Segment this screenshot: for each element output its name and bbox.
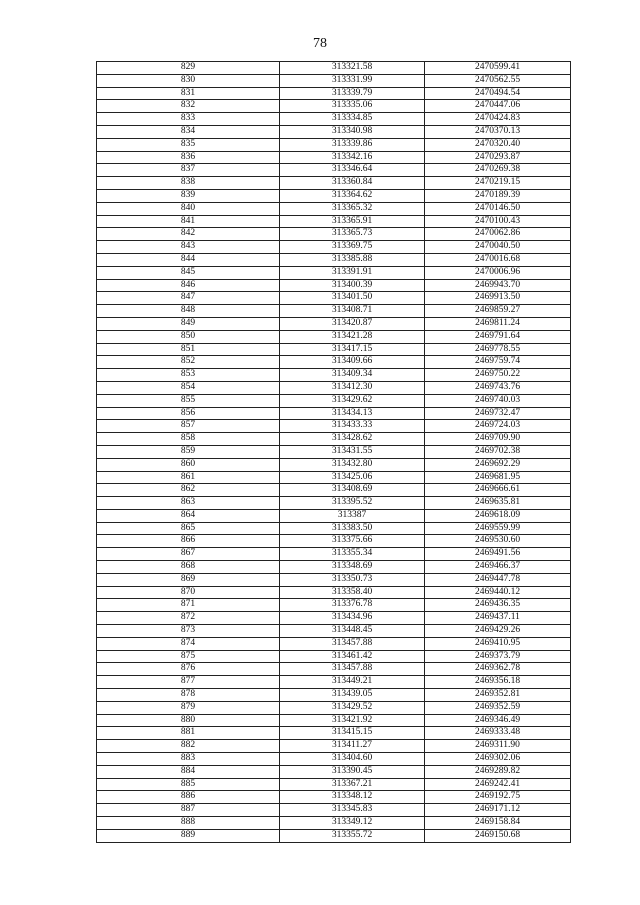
table-row — [97, 369, 571, 382]
y-coordinate-cell: 2469750.22 — [425, 369, 571, 382]
table-row — [97, 522, 571, 535]
table-row — [97, 177, 571, 190]
table-row — [97, 561, 571, 574]
table-row — [97, 164, 571, 177]
point-number-cell: 850 — [97, 330, 280, 343]
y-coordinate-cell: 2469943.70 — [425, 279, 571, 292]
page-number: 78 — [313, 36, 327, 51]
y-coordinate-cell: 2469440.12 — [425, 586, 571, 599]
y-coordinate-cell: 2469436.35 — [425, 599, 571, 612]
table-row — [97, 714, 571, 727]
x-coordinate-cell: 313434.13 — [280, 407, 425, 420]
table-row — [97, 765, 571, 778]
x-coordinate-cell: 313412.30 — [280, 381, 425, 394]
y-coordinate-cell: 2469447.78 — [425, 573, 571, 586]
table-row — [97, 753, 571, 766]
table-row — [97, 701, 571, 714]
y-coordinate-cell: 2469709.90 — [425, 433, 571, 446]
y-coordinate-cell: 2469362.78 — [425, 663, 571, 676]
coordinates-table — [96, 61, 571, 843]
y-coordinate-cell: 2470494.54 — [425, 87, 571, 100]
table-row — [97, 497, 571, 510]
x-coordinate-cell: 313346.64 — [280, 164, 425, 177]
y-coordinate-cell: 2469692.29 — [425, 458, 571, 471]
x-coordinate-cell: 313321.58 — [280, 62, 425, 75]
point-number-cell: 839 — [97, 189, 280, 202]
x-coordinate-cell: 313420.87 — [280, 317, 425, 330]
point-number-cell: 855 — [97, 394, 280, 407]
x-coordinate-cell: 313355.34 — [280, 548, 425, 561]
x-coordinate-cell: 313433.33 — [280, 420, 425, 433]
y-coordinate-cell: 2469666.61 — [425, 484, 571, 497]
table-row — [97, 241, 571, 254]
point-number-cell: 840 — [97, 202, 280, 215]
point-number-cell: 856 — [97, 407, 280, 420]
x-coordinate-cell: 313355.72 — [280, 829, 425, 842]
x-coordinate-cell: 313395.52 — [280, 497, 425, 510]
x-coordinate-cell: 313449.21 — [280, 676, 425, 689]
x-coordinate-cell: 313431.55 — [280, 445, 425, 458]
x-coordinate-cell: 313439.05 — [280, 689, 425, 702]
table-row — [97, 458, 571, 471]
table-row — [97, 573, 571, 586]
table-row — [97, 727, 571, 740]
y-coordinate-cell: 2470447.06 — [425, 100, 571, 113]
point-number-cell: 829 — [97, 62, 280, 75]
point-number-cell: 879 — [97, 701, 280, 714]
x-coordinate-cell: 313365.91 — [280, 215, 425, 228]
table-row — [97, 637, 571, 650]
table-row — [97, 407, 571, 420]
point-number-cell: 858 — [97, 433, 280, 446]
x-coordinate-cell: 313404.60 — [280, 753, 425, 766]
point-number-cell: 841 — [97, 215, 280, 228]
table-row — [97, 829, 571, 842]
point-number-cell: 832 — [97, 100, 280, 113]
y-coordinate-cell: 2470146.50 — [425, 202, 571, 215]
point-number-cell: 833 — [97, 113, 280, 126]
y-coordinate-cell: 2470293.87 — [425, 151, 571, 164]
x-coordinate-cell: 313408.69 — [280, 484, 425, 497]
y-coordinate-cell: 2469352.81 — [425, 689, 571, 702]
x-coordinate-cell: 313339.79 — [280, 87, 425, 100]
table-row — [97, 484, 571, 497]
y-coordinate-cell: 2469811.24 — [425, 317, 571, 330]
table-row — [97, 381, 571, 394]
point-number-cell: 861 — [97, 471, 280, 484]
y-coordinate-cell: 2469302.06 — [425, 753, 571, 766]
x-coordinate-cell: 313383.50 — [280, 522, 425, 535]
point-number-cell: 882 — [97, 740, 280, 753]
table-row — [97, 535, 571, 548]
point-number-cell: 835 — [97, 138, 280, 151]
y-coordinate-cell: 2470599.41 — [425, 62, 571, 75]
table-row — [97, 100, 571, 113]
x-coordinate-cell: 313376.78 — [280, 599, 425, 612]
point-number-cell: 884 — [97, 765, 280, 778]
point-number-cell: 876 — [97, 663, 280, 676]
point-number-cell: 838 — [97, 177, 280, 190]
table-row — [97, 740, 571, 753]
point-number-cell: 872 — [97, 612, 280, 625]
point-number-cell: 849 — [97, 317, 280, 330]
x-coordinate-cell: 313331.99 — [280, 74, 425, 87]
y-coordinate-cell: 2469724.03 — [425, 420, 571, 433]
table-row — [97, 625, 571, 638]
y-coordinate-cell: 2469740.03 — [425, 394, 571, 407]
y-coordinate-cell: 2470189.39 — [425, 189, 571, 202]
y-coordinate-cell: 2469559.99 — [425, 522, 571, 535]
table-row — [97, 420, 571, 433]
table-row — [97, 586, 571, 599]
y-coordinate-cell: 2469618.09 — [425, 509, 571, 522]
table-row — [97, 778, 571, 791]
point-number-cell: 863 — [97, 497, 280, 510]
x-coordinate-cell: 313365.73 — [280, 228, 425, 241]
y-coordinate-cell: 2469410.95 — [425, 637, 571, 650]
point-number-cell: 875 — [97, 650, 280, 663]
point-number-cell: 869 — [97, 573, 280, 586]
x-coordinate-cell: 313350.73 — [280, 573, 425, 586]
point-number-cell: 842 — [97, 228, 280, 241]
x-coordinate-cell: 313411.27 — [280, 740, 425, 753]
table-row — [97, 151, 571, 164]
x-coordinate-cell: 313434.96 — [280, 612, 425, 625]
point-number-cell: 866 — [97, 535, 280, 548]
table-row — [97, 138, 571, 151]
x-coordinate-cell: 313348.12 — [280, 791, 425, 804]
table-row — [97, 689, 571, 702]
x-coordinate-cell: 313391.91 — [280, 266, 425, 279]
point-number-cell: 887 — [97, 804, 280, 817]
point-number-cell: 883 — [97, 753, 280, 766]
y-coordinate-cell: 2469429.26 — [425, 625, 571, 638]
y-coordinate-cell: 2469913.50 — [425, 292, 571, 305]
table-row — [97, 317, 571, 330]
point-number-cell: 864 — [97, 509, 280, 522]
x-coordinate-cell: 313360.84 — [280, 177, 425, 190]
point-number-cell: 836 — [97, 151, 280, 164]
point-number-cell: 862 — [97, 484, 280, 497]
point-number-cell: 852 — [97, 356, 280, 369]
x-coordinate-cell: 313387 — [280, 509, 425, 522]
x-coordinate-cell: 313457.88 — [280, 663, 425, 676]
y-coordinate-cell: 2470100.43 — [425, 215, 571, 228]
table-row — [97, 394, 571, 407]
x-coordinate-cell: 313425.06 — [280, 471, 425, 484]
point-number-cell: 889 — [97, 829, 280, 842]
x-coordinate-cell: 313365.32 — [280, 202, 425, 215]
point-number-cell: 867 — [97, 548, 280, 561]
y-coordinate-cell: 2469778.55 — [425, 343, 571, 356]
point-number-cell: 846 — [97, 279, 280, 292]
y-coordinate-cell: 2469352.59 — [425, 701, 571, 714]
table-row — [97, 125, 571, 138]
y-coordinate-cell: 2470040.50 — [425, 241, 571, 254]
point-number-cell: 845 — [97, 266, 280, 279]
table-row — [97, 343, 571, 356]
table-row — [97, 228, 571, 241]
y-coordinate-cell: 2469356.18 — [425, 676, 571, 689]
x-coordinate-cell: 313409.34 — [280, 369, 425, 382]
y-coordinate-cell: 2469289.82 — [425, 765, 571, 778]
point-number-cell: 874 — [97, 637, 280, 650]
x-coordinate-cell: 313339.86 — [280, 138, 425, 151]
y-coordinate-cell: 2470219.15 — [425, 177, 571, 190]
x-coordinate-cell: 313349.12 — [280, 817, 425, 830]
x-coordinate-cell: 313421.28 — [280, 330, 425, 343]
y-coordinate-cell: 2469158.84 — [425, 817, 571, 830]
x-coordinate-cell: 313428.62 — [280, 433, 425, 446]
table-row — [97, 113, 571, 126]
x-coordinate-cell: 313369.75 — [280, 241, 425, 254]
y-coordinate-cell: 2469333.48 — [425, 727, 571, 740]
y-coordinate-cell: 2470562.55 — [425, 74, 571, 87]
point-number-cell: 853 — [97, 369, 280, 382]
table-row — [97, 650, 571, 663]
x-coordinate-cell: 313334.85 — [280, 113, 425, 126]
table-row — [97, 266, 571, 279]
y-coordinate-cell: 2470016.68 — [425, 253, 571, 266]
table-row — [97, 817, 571, 830]
table-row — [97, 612, 571, 625]
x-coordinate-cell: 313348.69 — [280, 561, 425, 574]
x-coordinate-cell: 313364.62 — [280, 189, 425, 202]
point-number-cell: 857 — [97, 420, 280, 433]
x-coordinate-cell: 313340.98 — [280, 125, 425, 138]
table-row — [97, 804, 571, 817]
table-row — [97, 791, 571, 804]
x-coordinate-cell: 313385.88 — [280, 253, 425, 266]
y-coordinate-cell: 2469791.64 — [425, 330, 571, 343]
y-coordinate-cell: 2469681.95 — [425, 471, 571, 484]
x-coordinate-cell: 313457.88 — [280, 637, 425, 650]
point-number-cell: 865 — [97, 522, 280, 535]
table-row — [97, 87, 571, 100]
x-coordinate-cell: 313415.15 — [280, 727, 425, 740]
y-coordinate-cell: 2469635.81 — [425, 497, 571, 510]
y-coordinate-cell: 2469171.12 — [425, 804, 571, 817]
table-row — [97, 74, 571, 87]
coordinates-table-body — [97, 62, 571, 843]
table-row — [97, 471, 571, 484]
point-number-cell: 847 — [97, 292, 280, 305]
point-number-cell: 830 — [97, 74, 280, 87]
point-number-cell: 881 — [97, 727, 280, 740]
y-coordinate-cell: 2469466.37 — [425, 561, 571, 574]
x-coordinate-cell: 313401.50 — [280, 292, 425, 305]
point-number-cell: 888 — [97, 817, 280, 830]
y-coordinate-cell: 2470269.38 — [425, 164, 571, 177]
table-row — [97, 279, 571, 292]
y-coordinate-cell: 2469150.68 — [425, 829, 571, 842]
table-row — [97, 509, 571, 522]
table-row — [97, 253, 571, 266]
table-row — [97, 676, 571, 689]
x-coordinate-cell: 313429.62 — [280, 394, 425, 407]
table-row — [97, 548, 571, 561]
y-coordinate-cell: 2469530.60 — [425, 535, 571, 548]
point-number-cell: 877 — [97, 676, 280, 689]
table-row — [97, 62, 571, 75]
table-row — [97, 292, 571, 305]
point-number-cell: 837 — [97, 164, 280, 177]
point-number-cell: 873 — [97, 625, 280, 638]
table-row — [97, 202, 571, 215]
point-number-cell: 854 — [97, 381, 280, 394]
x-coordinate-cell: 313448.45 — [280, 625, 425, 638]
x-coordinate-cell: 313461.42 — [280, 650, 425, 663]
x-coordinate-cell: 313421.92 — [280, 714, 425, 727]
point-number-cell: 834 — [97, 125, 280, 138]
y-coordinate-cell: 2469346.49 — [425, 714, 571, 727]
x-coordinate-cell: 313429.52 — [280, 701, 425, 714]
y-coordinate-cell: 2469491.56 — [425, 548, 571, 561]
y-coordinate-cell: 2469311.90 — [425, 740, 571, 753]
x-coordinate-cell: 313400.39 — [280, 279, 425, 292]
y-coordinate-cell: 2469437.11 — [425, 612, 571, 625]
point-number-cell: 843 — [97, 241, 280, 254]
x-coordinate-cell: 313367.21 — [280, 778, 425, 791]
point-number-cell: 868 — [97, 561, 280, 574]
x-coordinate-cell: 313345.83 — [280, 804, 425, 817]
point-number-cell: 880 — [97, 714, 280, 727]
table-row — [97, 305, 571, 318]
table-row — [97, 215, 571, 228]
y-coordinate-cell: 2469759.74 — [425, 356, 571, 369]
y-coordinate-cell: 2470006.96 — [425, 266, 571, 279]
x-coordinate-cell: 313390.45 — [280, 765, 425, 778]
y-coordinate-cell: 2469373.79 — [425, 650, 571, 663]
table-row — [97, 433, 571, 446]
point-number-cell: 848 — [97, 305, 280, 318]
point-number-cell: 859 — [97, 445, 280, 458]
y-coordinate-cell: 2469732.47 — [425, 407, 571, 420]
x-coordinate-cell: 313342.16 — [280, 151, 425, 164]
point-number-cell: 878 — [97, 689, 280, 702]
x-coordinate-cell: 313432.80 — [280, 458, 425, 471]
y-coordinate-cell: 2469743.76 — [425, 381, 571, 394]
y-coordinate-cell: 2470424.83 — [425, 113, 571, 126]
point-number-cell: 886 — [97, 791, 280, 804]
y-coordinate-cell: 2469192.75 — [425, 791, 571, 804]
x-coordinate-cell: 313409.66 — [280, 356, 425, 369]
point-number-cell: 871 — [97, 599, 280, 612]
table-row — [97, 330, 571, 343]
table-row — [97, 663, 571, 676]
table-row — [97, 356, 571, 369]
point-number-cell: 844 — [97, 253, 280, 266]
x-coordinate-cell: 313358.40 — [280, 586, 425, 599]
table-row — [97, 599, 571, 612]
point-number-cell: 885 — [97, 778, 280, 791]
table-row — [97, 445, 571, 458]
x-coordinate-cell: 313417.15 — [280, 343, 425, 356]
point-number-cell: 851 — [97, 343, 280, 356]
x-coordinate-cell: 313335.06 — [280, 100, 425, 113]
table-row — [97, 189, 571, 202]
point-number-cell: 831 — [97, 87, 280, 100]
y-coordinate-cell: 2469242.41 — [425, 778, 571, 791]
x-coordinate-cell: 313408.71 — [280, 305, 425, 318]
y-coordinate-cell: 2469702.38 — [425, 445, 571, 458]
y-coordinate-cell: 2469859.27 — [425, 305, 571, 318]
y-coordinate-cell: 2470370.13 — [425, 125, 571, 138]
y-coordinate-cell: 2470062.86 — [425, 228, 571, 241]
x-coordinate-cell: 313375.66 — [280, 535, 425, 548]
point-number-cell: 870 — [97, 586, 280, 599]
y-coordinate-cell: 2470320.40 — [425, 138, 571, 151]
point-number-cell: 860 — [97, 458, 280, 471]
